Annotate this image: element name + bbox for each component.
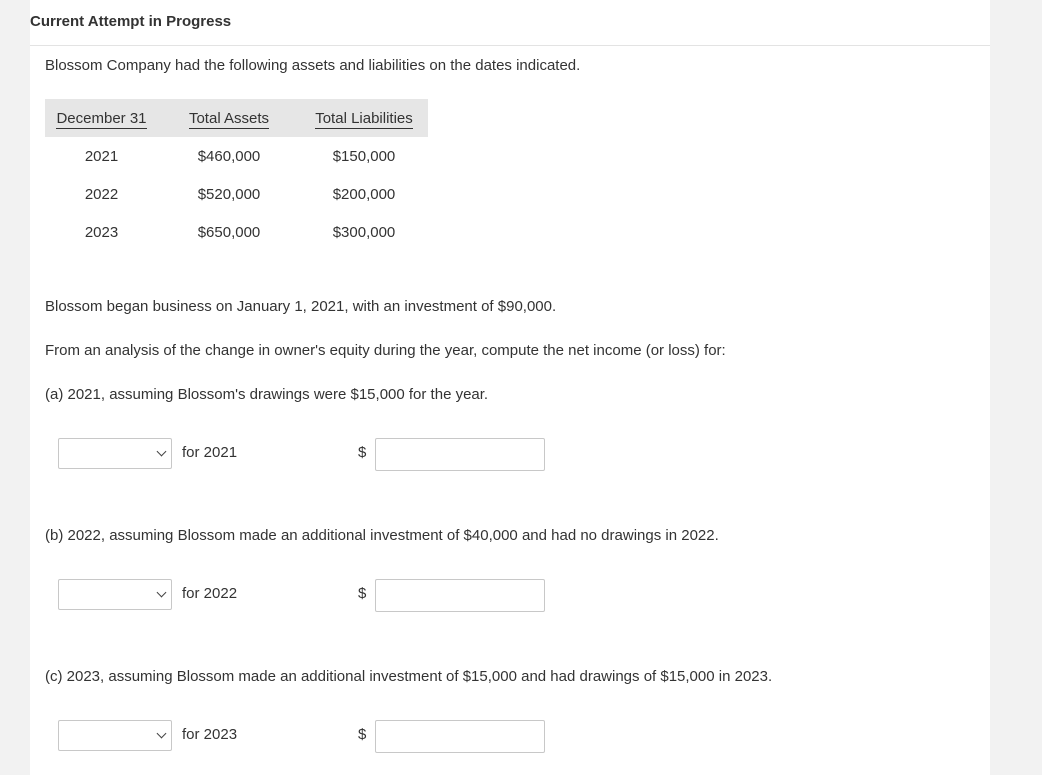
chevron-down-icon — [157, 588, 167, 598]
dollar-sign: $ — [358, 726, 367, 743]
total-liabilities-cell: $150,000 — [332, 147, 396, 165]
dollar-sign: $ — [358, 585, 367, 602]
part-a-amount-input[interactable] — [375, 438, 545, 471]
column-header-total-liabilities: Total Liabilities — [300, 99, 428, 137]
part-c-answer-row — [58, 720, 558, 754]
year-cell: 2022 — [84, 185, 119, 203]
table-row — [45, 175, 428, 213]
total-liabilities-cell: $200,000 — [332, 185, 396, 203]
investment-statement: Blossom began business on January 1, 2021, with an investment of $90,000. — [45, 298, 557, 315]
part-c-question: (c) 2023, assuming Blossom made an additional investment of $15,000 and had drawings of $15,000 in 2023. — [45, 668, 773, 685]
chevron-down-icon — [157, 729, 167, 739]
part-a-question: (a) 2021, assuming Blossom's drawings were $15,000 for the year. — [45, 386, 489, 403]
part-b-answer-row — [58, 579, 558, 613]
year-cell: 2021 — [84, 147, 119, 165]
part-a-income-loss-select[interactable] — [58, 438, 172, 469]
part-b-amount-input[interactable] — [375, 579, 545, 612]
part-a-year-label: for 2021 — [182, 444, 238, 461]
instructions-text: From an analysis of the change in owner's equity during the year, compute the net income (or loss) for: — [45, 342, 726, 359]
total-assets-cell: $520,000 — [197, 185, 261, 203]
total-assets-cell: $460,000 — [197, 147, 261, 165]
header-divider — [30, 45, 990, 46]
assets-liabilities-table — [45, 99, 428, 251]
question-panel — [30, 0, 990, 775]
column-header-total-assets: Total Assets — [158, 99, 300, 137]
chevron-down-icon — [157, 447, 167, 457]
problem-intro: Blossom Company had the following assets and liabilities on the dates indicated. — [45, 57, 581, 74]
part-c-income-loss-select[interactable] — [58, 720, 172, 751]
table-row — [45, 213, 428, 251]
part-a-answer-row — [58, 438, 558, 472]
part-c-amount-input[interactable] — [375, 720, 545, 753]
total-assets-cell: $650,000 — [197, 223, 261, 241]
part-c-year-label: for 2023 — [182, 726, 238, 743]
attempt-status-title: Current Attempt in Progress — [30, 13, 232, 30]
table-row — [45, 137, 428, 175]
part-b-question: (b) 2022, assuming Blossom made an additional investment of $40,000 and had no drawings in 2022. — [45, 527, 719, 544]
part-b-year-label: for 2022 — [182, 585, 238, 602]
year-cell: 2023 — [84, 223, 119, 241]
column-header-december-31: December 31 — [45, 99, 158, 137]
total-liabilities-cell: $300,000 — [332, 223, 396, 241]
part-b-income-loss-select[interactable] — [58, 579, 172, 610]
dollar-sign: $ — [358, 444, 367, 461]
table-header-row — [45, 99, 428, 137]
